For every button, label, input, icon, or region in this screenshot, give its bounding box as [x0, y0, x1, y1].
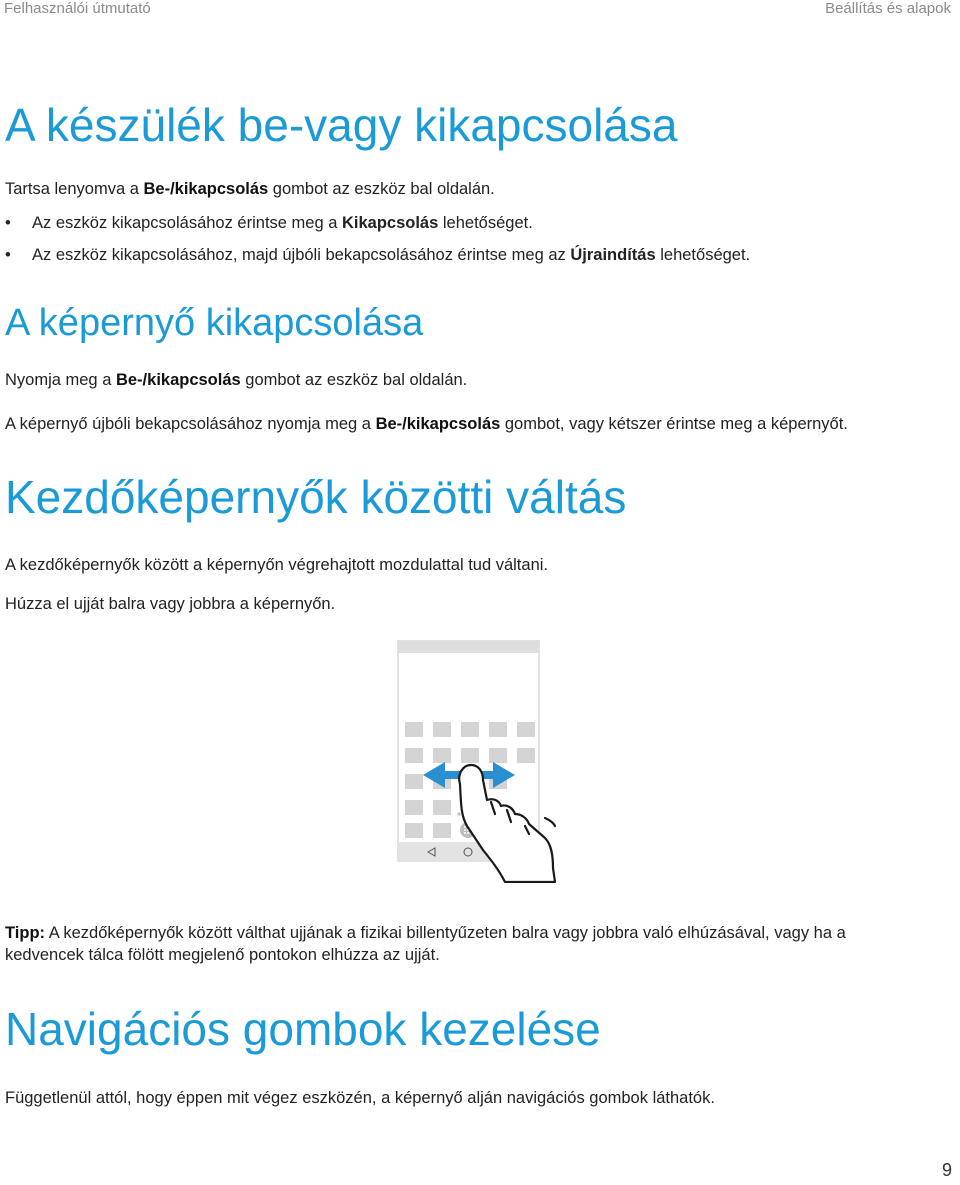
section-title-home-screens: Kezdőképernyők közötti váltás: [5, 471, 627, 523]
section1-intro: Tartsa lenyomva a Be-/kikapcsolás gombot az eszköz bal oldalán.: [5, 180, 495, 198]
page-number: 9: [941, 1160, 952, 1180]
status-bar: [398, 641, 539, 653]
section2-p2: A képernyő újbóli bekapcsolásához nyomja meg a Be-/kikapcsolás gombot, vagy kétszer érintse meg a képernyőt.: [5, 415, 848, 433]
section3-p2: Húzza el ujját balra vagy jobbra a képernyőn.: [5, 595, 336, 613]
header-left: Felhasználói útmutató: [4, 0, 151, 17]
header-right: Beállítás és alapok: [825, 0, 951, 17]
section3-p1: A kezdőképernyők között a képernyőn végrehajtott mozdulattal tud váltani.: [5, 556, 548, 574]
bullet-icon: •: [5, 214, 11, 232]
swipe-illustration: [395, 638, 565, 883]
section4-p1: Függetlenül attól, hogy éppen mit végez eszközén, a képernyő alján navigációs gombok láthatók.: [5, 1089, 715, 1107]
section2-p1: Nyomja meg a Be-/kikapcsolás gombot az eszköz bal oldalán.: [5, 371, 468, 389]
bullet-icon: •: [5, 246, 11, 264]
bullet-item: • Az eszköz kikapcsolásához érintse meg a Kikapcsolás lehetőséget.: [5, 214, 533, 232]
bullet-item: • Az eszköz kikapcsolásához, majd újbóli bekapcsolásához érintse meg az Újraindítás lehetőséget.: [5, 246, 751, 264]
section-title-screen-off: A képernyő kikapcsolása: [5, 302, 424, 344]
tip-paragraph: Tipp: A kezdőképernyők között válthat ujjának a fizikai billentyűzeten balra vagy jobbra való elhúzásával, vagy ha a kedvencek tálca fölött megjelenő pontokon elhúzza az ujját.: [5, 924, 846, 964]
section-title-navigation: Navigációs gombok kezelése: [5, 1003, 601, 1055]
section-title-power: A készülék be-vagy kikapcsolása: [5, 99, 678, 151]
